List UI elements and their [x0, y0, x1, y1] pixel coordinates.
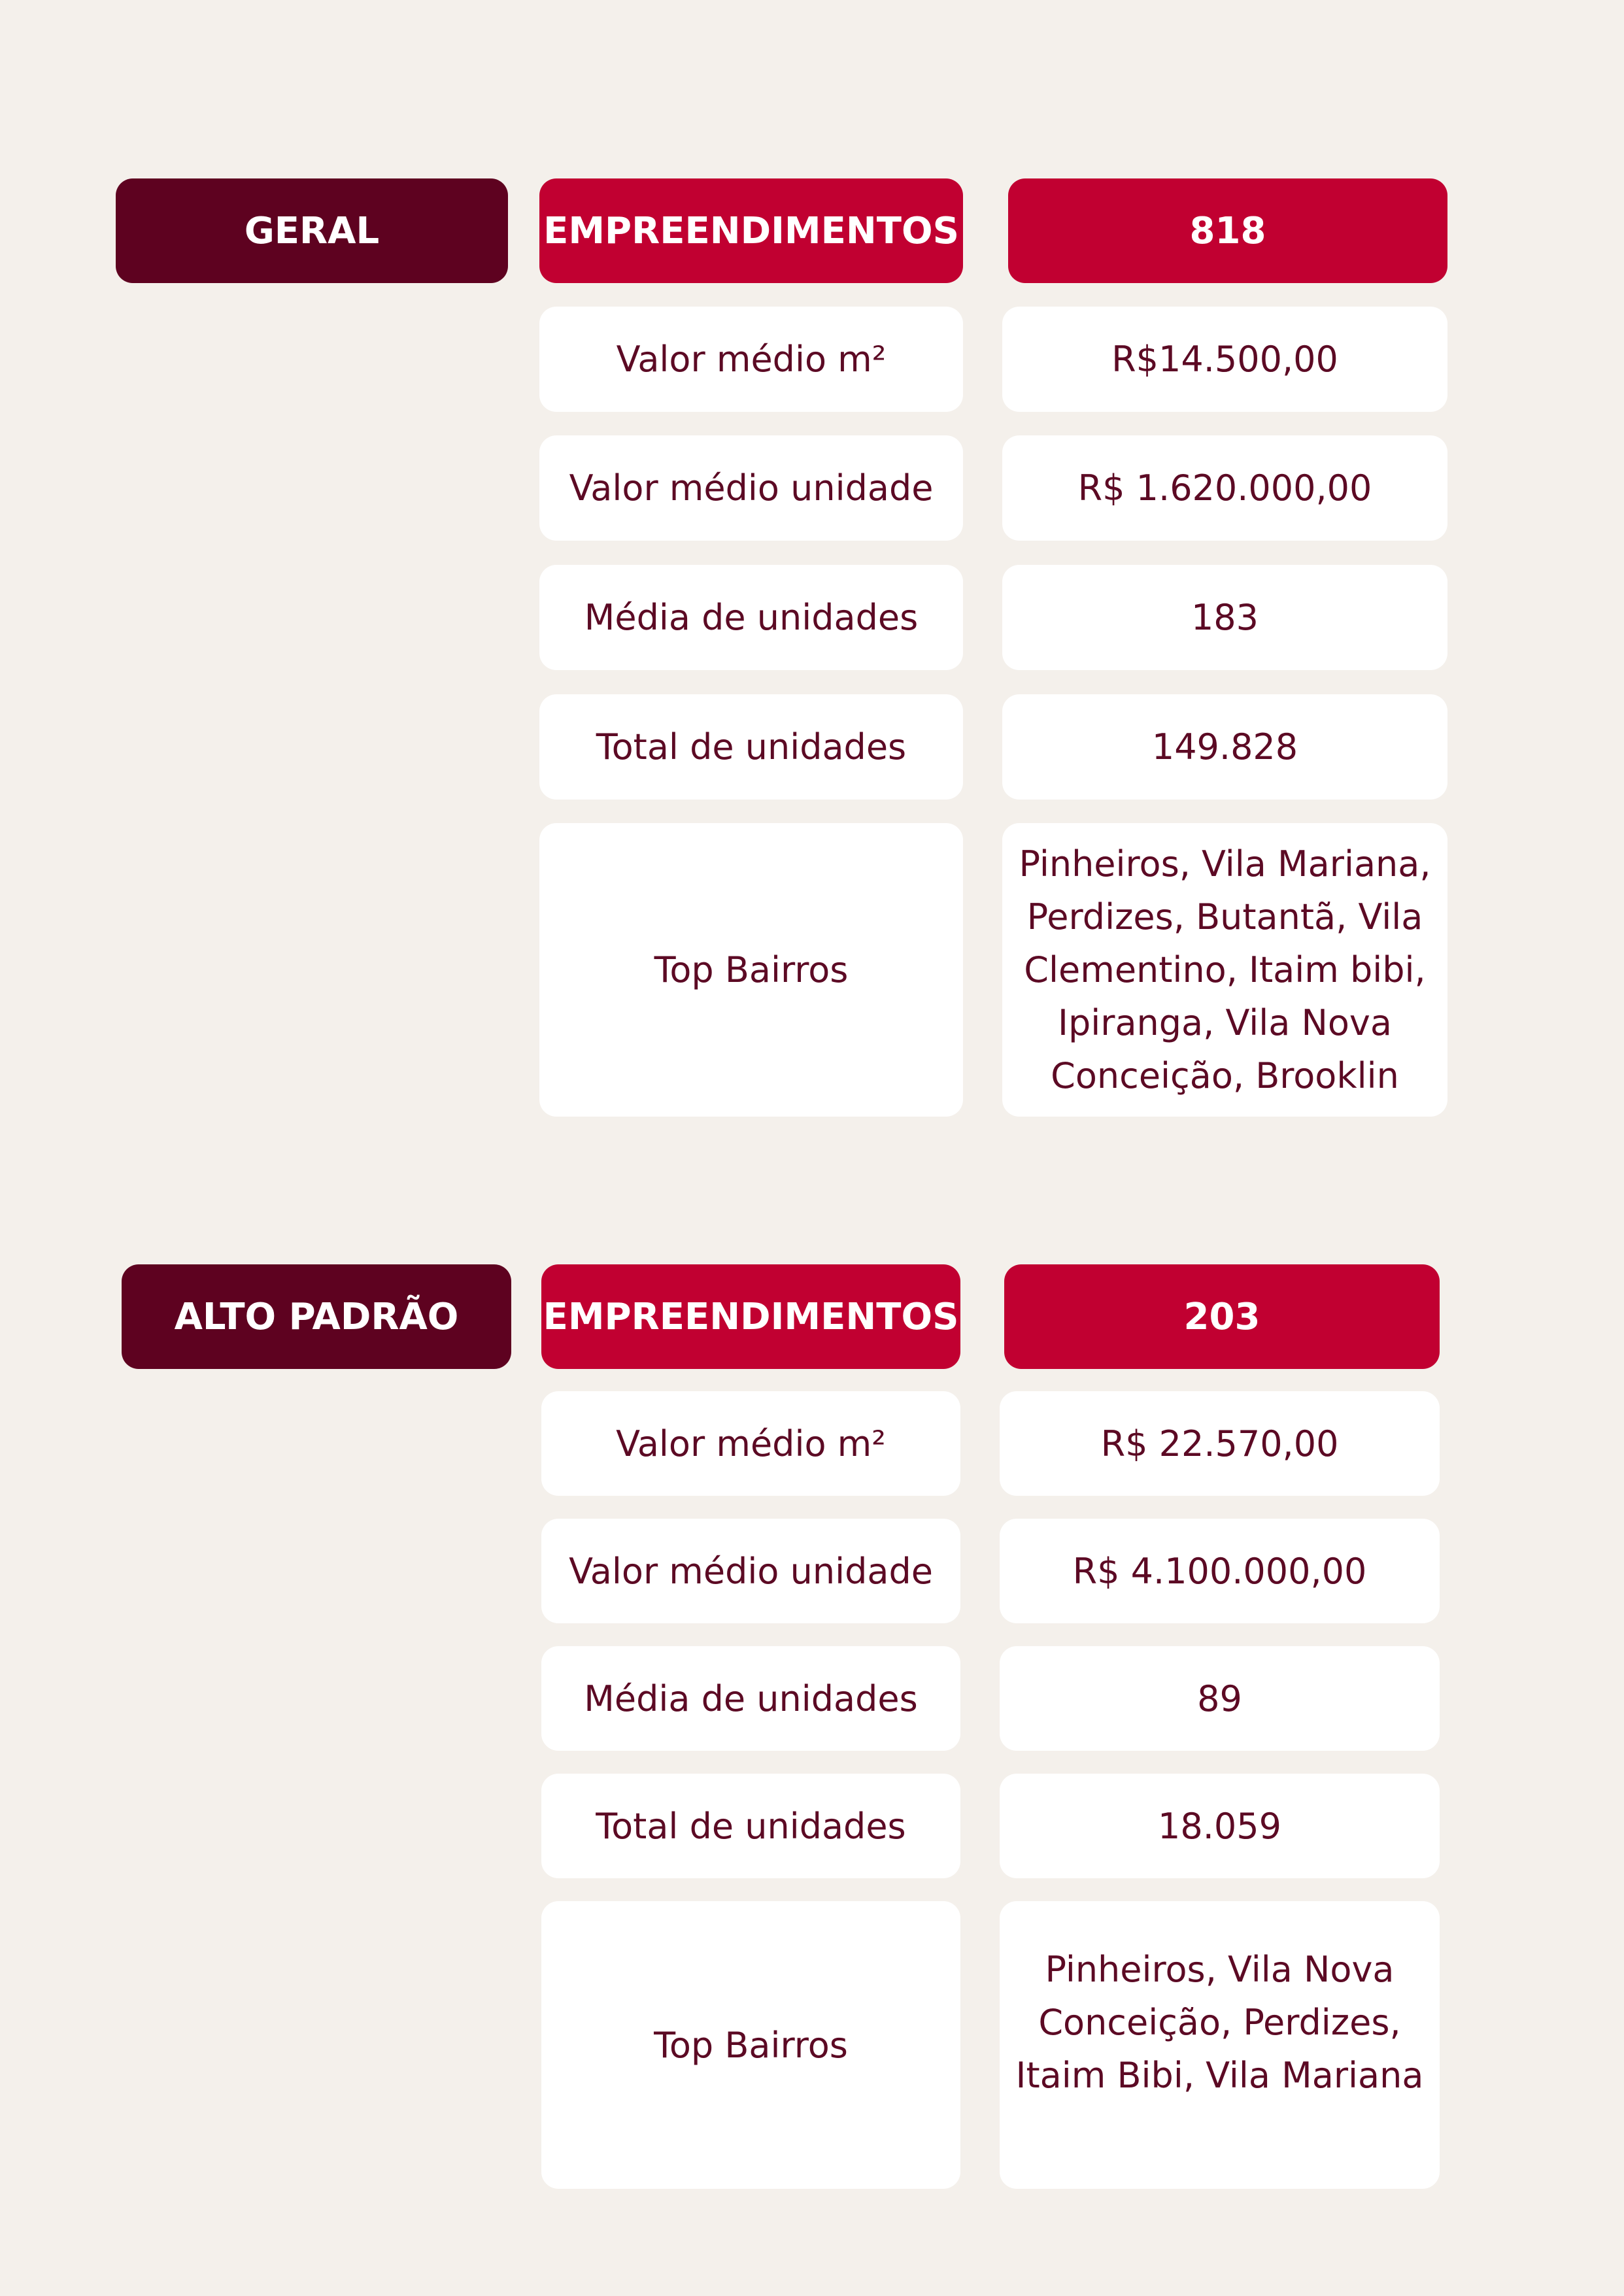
- row-label-total-de-unidades: Total de unidades: [541, 1774, 960, 1878]
- row-value-valor-medio-m2: R$14.500,00: [1002, 307, 1447, 412]
- row-label-total-de-unidades: Total de unidades: [539, 694, 963, 800]
- header-label-empreendimentos: EMPREENDIMENTOS: [541, 1264, 960, 1369]
- row-label-valor-medio-m2: Valor médio m²: [539, 307, 963, 412]
- section-title-geral: GERAL: [116, 178, 508, 283]
- header-value-empreendimentos: 203: [1004, 1264, 1440, 1369]
- row-value-valor-medio-unidade: R$ 1.620.000,00: [1002, 435, 1447, 541]
- section-title-alto-padrao: ALTO PADRÃO: [122, 1264, 511, 1369]
- header-label-empreendimentos: EMPREENDIMENTOS: [539, 178, 963, 283]
- row-label-valor-medio-unidade: Valor médio unidade: [539, 435, 963, 541]
- row-value-valor-medio-unidade: R$ 4.100.000,00: [1000, 1519, 1440, 1623]
- row-value-top-bairros: Pinheiros, Vila Nova Conceição, Perdizes, Itaim Bibi, Vila Mariana: [1000, 1901, 1440, 2189]
- row-value-media-de-unidades: 183: [1002, 565, 1447, 670]
- row-label-media-de-unidades: Média de unidades: [539, 565, 963, 670]
- row-value-total-de-unidades: 149.828: [1002, 694, 1447, 800]
- row-label-valor-medio-unidade: Valor médio unidade: [541, 1519, 960, 1623]
- row-value-valor-medio-m2: R$ 22.570,00: [1000, 1391, 1440, 1496]
- row-label-top-bairros: Top Bairros: [539, 823, 963, 1117]
- row-value-total-de-unidades: 18.059: [1000, 1774, 1440, 1878]
- row-value-media-de-unidades: 89: [1000, 1646, 1440, 1751]
- row-label-media-de-unidades: Média de unidades: [541, 1646, 960, 1751]
- row-value-top-bairros: Pinheiros, Vila Mariana, Perdizes, Butantã, Vila Clementino, Itaim bibi, Ipiranga, Vila Nova Conceição, Brooklin: [1002, 823, 1447, 1117]
- row-label-valor-medio-m2: Valor médio m²: [541, 1391, 960, 1496]
- header-value-empreendimentos: 818: [1008, 178, 1447, 283]
- row-label-top-bairros: Top Bairros: [541, 1901, 960, 2189]
